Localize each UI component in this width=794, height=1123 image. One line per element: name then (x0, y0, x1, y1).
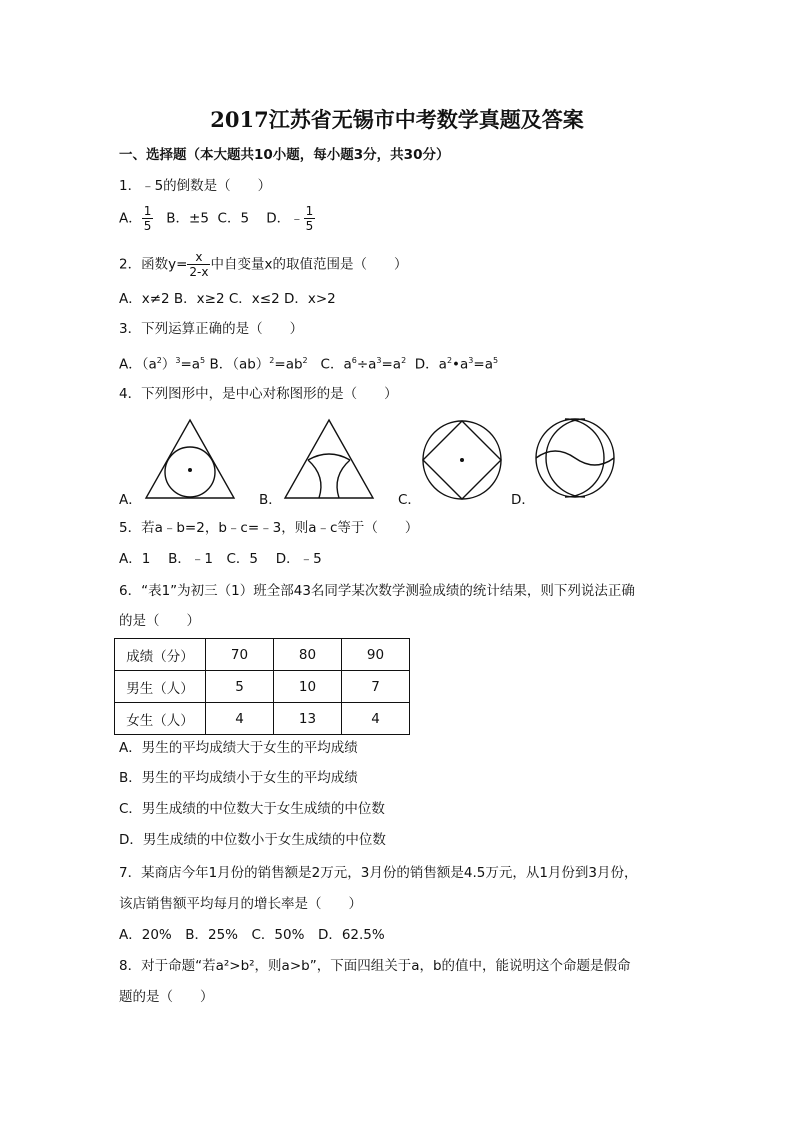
table-cell: 4 (342, 703, 410, 735)
q7-options: A．20% B．25% C．50% D．62.5% (119, 927, 385, 943)
table-row (115, 639, 410, 671)
q3-d-part1: D．a (414, 356, 447, 373)
q3-b-exp1: 2 (269, 356, 275, 365)
q4-figure-a (143, 418, 237, 500)
q3-a-part1: A．（a (119, 356, 157, 373)
q8-stem-line2: 题的是（ ） (119, 989, 214, 1005)
q3-c-exp2: 3 (376, 356, 382, 365)
table-row (115, 703, 410, 735)
q1-options (119, 204, 315, 233)
q2-options: A．x≠2 B．x≥2 C．x≤2 D．x>2 (119, 291, 336, 307)
q3-stem: 3．下列运算正确的是（ ） (119, 321, 304, 337)
table-cell: 男生（人） (115, 671, 206, 703)
q3-c-part2: ÷a (356, 356, 377, 373)
q1-option-c: C．5 (217, 210, 250, 227)
q3-d-exp2: 3 (468, 356, 474, 365)
q4-label-b: B． (259, 492, 282, 508)
q3-b-exp2: 2 (302, 356, 308, 365)
q4-label-c: C． (398, 492, 421, 508)
q5-options: A．1 B．﹣1 C．5 D．﹣5 (119, 551, 322, 567)
q1-option-a-label: A． (119, 210, 142, 227)
table-cell: 90 (342, 639, 410, 671)
q3-c-exp3: 2 (401, 356, 407, 365)
table-cell: 70 (206, 639, 274, 671)
q2-stem (119, 250, 407, 279)
q1-option-d-numerator: 1 (305, 204, 314, 218)
q3-b-part1: B．（ab） (209, 356, 270, 373)
q4-stem: 4．下列图形中，是中心对称图形的是（ ） (119, 386, 398, 402)
q2-numerator: x (195, 250, 203, 264)
q3-a-part3: =a (180, 356, 201, 373)
q1-option-a-denominator: 5 (143, 219, 152, 233)
q3-c-exp1: 6 (351, 356, 357, 365)
table-cell: 13 (274, 703, 342, 735)
q2-stem-pre: 2．函数y= (119, 256, 188, 273)
table-row (115, 671, 410, 703)
q7-stem-line2: 该店销售额平均每月的增长率是（ ） (119, 896, 362, 912)
q4-figure-c (420, 418, 504, 502)
q3-a-exp2: 3 (175, 356, 181, 365)
q1-option-a-numerator: 1 (143, 204, 152, 218)
q3-d-part2: •a (452, 356, 469, 373)
q1-option-b: B．±5 (166, 210, 209, 227)
q3-c-part3: =a (381, 356, 402, 373)
q4-label-a: A． (119, 492, 142, 508)
q3-d-part3: =a (473, 356, 493, 373)
q6-option-c: C．男生成绩的中位数大于女生成绩的中位数 (119, 801, 385, 817)
q4-figure-b (282, 418, 376, 500)
table-cell: 80 (274, 639, 342, 671)
q2-stem-post: 中自变量x的取值范围是（ ） (210, 256, 408, 273)
q1-option-d-denominator: 5 (305, 219, 314, 233)
q3-d-exp1: 2 (446, 356, 453, 365)
table-cell: 7 (342, 671, 410, 703)
q6-option-b: B．男生的平均成绩小于女生的平均成绩 (119, 770, 358, 786)
q3-d-exp3: 5 (492, 356, 499, 365)
q2-fraction (187, 250, 210, 279)
q5-stem: 5．若a﹣b=2，b﹣c=﹣3，则a﹣c等于（ ） (119, 520, 419, 536)
q3-c-part1: C．a (320, 356, 352, 373)
q1-option-a-fraction (142, 204, 154, 233)
q8-stem-line1: 8．对于命题“若a²>b²，则a>b”，下面四组关于a，b的值中，能说明这个命题是假命 (119, 958, 631, 974)
q3-a-part2: ） (161, 356, 176, 373)
q3-a-exp1: 2 (156, 356, 162, 365)
q6-option-d: D．男生成绩的中位数小于女生成绩的中位数 (119, 832, 386, 848)
q1-stem: 1．﹣5的倒数是（ ） (119, 178, 272, 194)
q4-figure-d (533, 416, 617, 500)
section-heading: 一、选择题（本大题共10小题，每小题3分，共30分） (119, 147, 450, 163)
q6-option-a: A．男生的平均成绩大于女生的平均成绩 (119, 740, 358, 756)
table-cell: 4 (206, 703, 274, 735)
page-title: 2017江苏省无锡市中考数学真题及答案 (210, 107, 584, 132)
table-cell: 5 (206, 671, 274, 703)
q4-label-d: D． (511, 492, 535, 508)
q1-option-d-label: D．﹣ (266, 210, 304, 227)
q7-stem-line1: 7．某商店今年1月份的销售额是2万元，3月份的销售额是4.5万元，从1月份到3月份， (119, 865, 638, 881)
table-cell: 10 (274, 671, 342, 703)
q3-b-part2: =ab (274, 356, 303, 373)
q6-stem-line2: 的是（ ） (119, 613, 200, 629)
q6-stem-line1: 6．“表1”为初三（1）班全部43名同学某次数学测验成绩的统计结果，则下列说法正确 (119, 583, 635, 599)
table-cell: 女生（人） (115, 703, 206, 735)
q2-denominator: 2-x (189, 265, 209, 279)
q1-option-d-fraction (304, 204, 316, 233)
table-cell: 成绩（分） (115, 639, 206, 671)
score-table (114, 638, 410, 735)
q3-options (119, 352, 498, 374)
q3-a-exp3: 5 (200, 356, 206, 365)
